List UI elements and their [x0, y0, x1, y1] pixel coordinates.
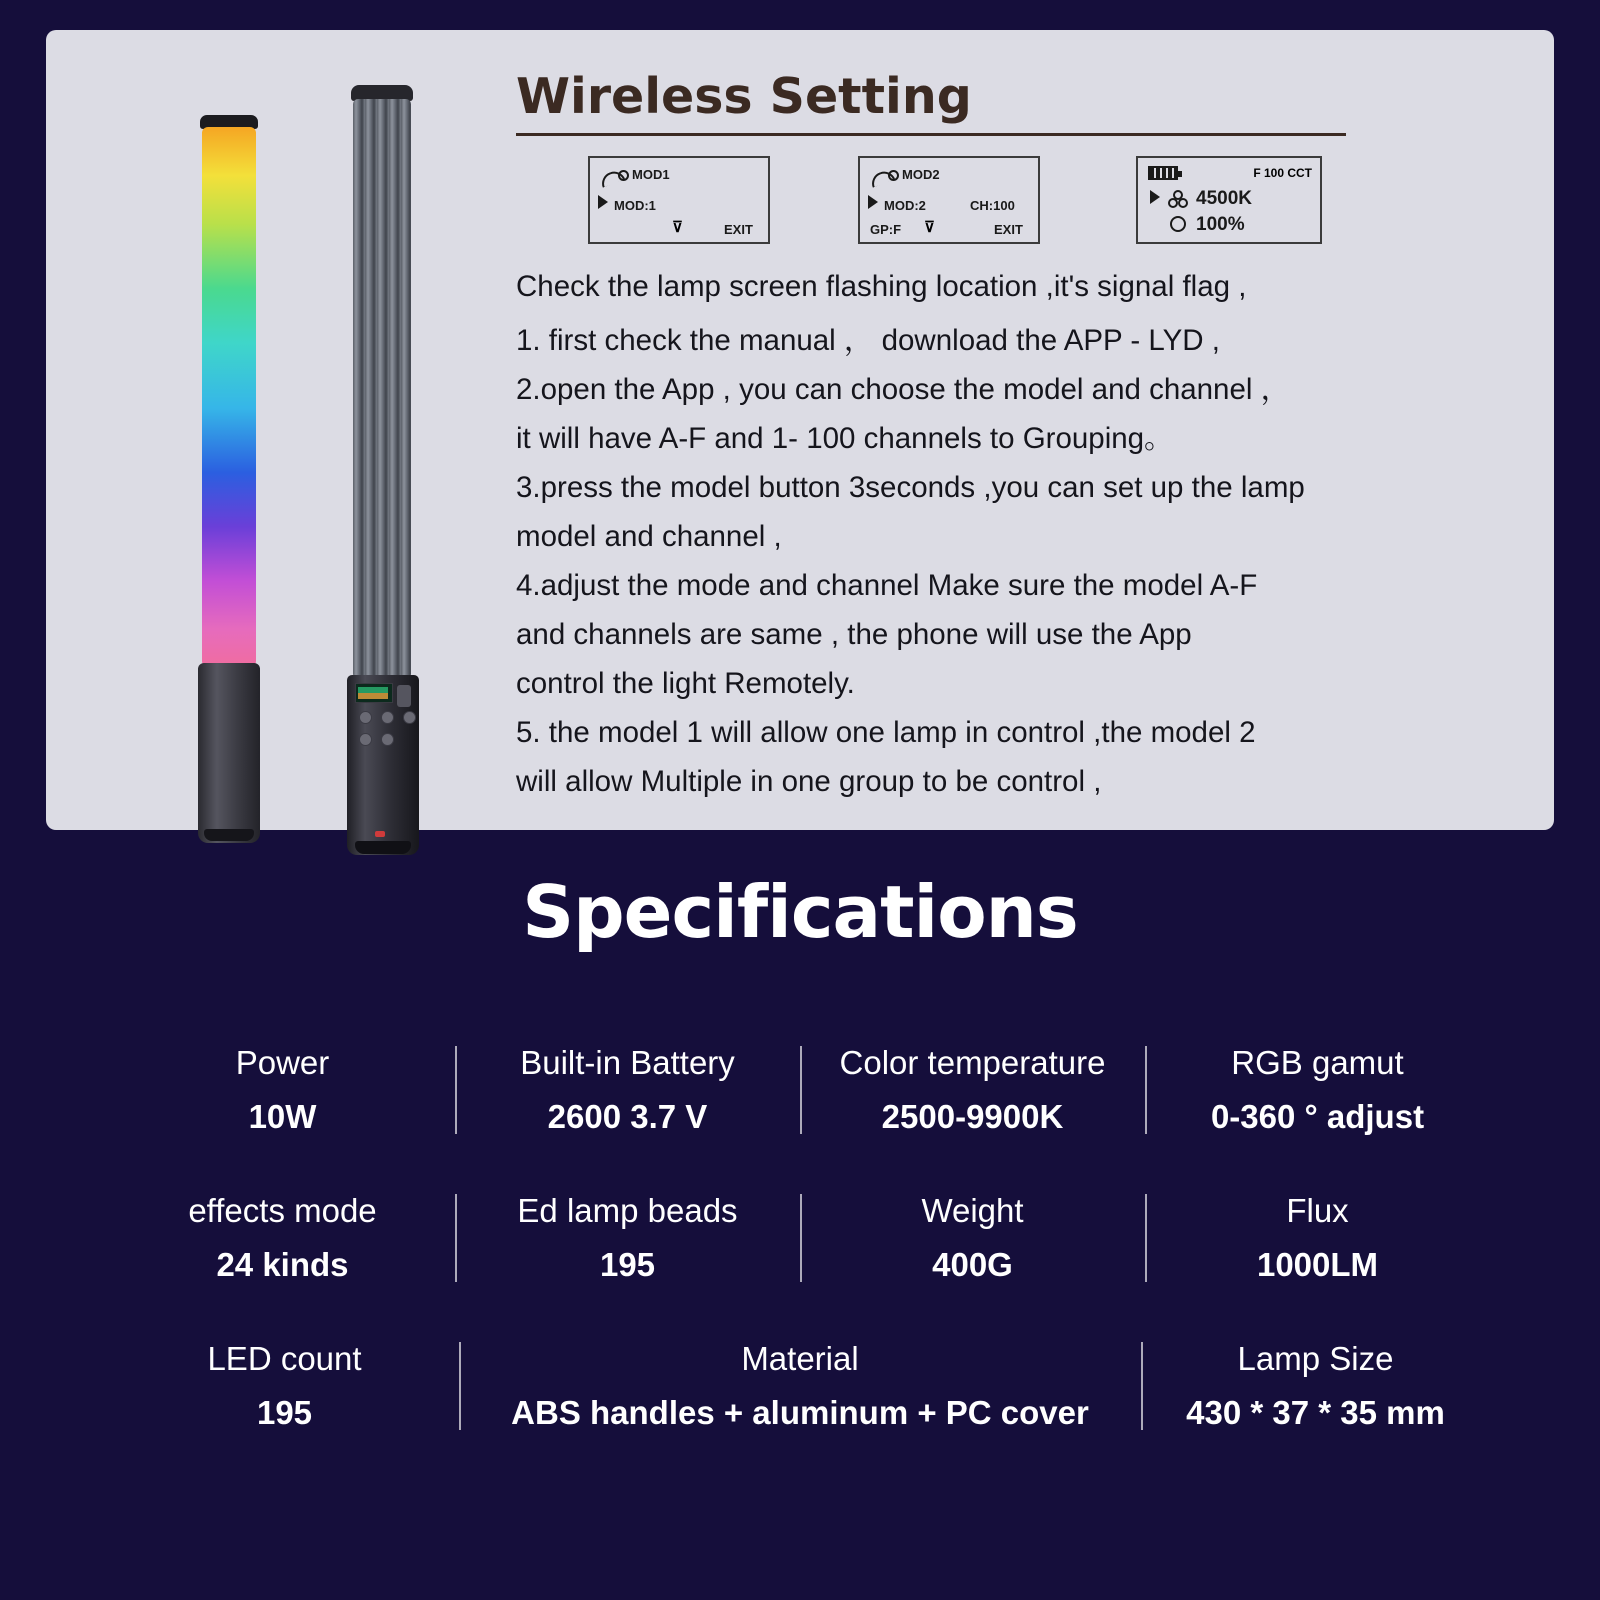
spec-value: 195	[256, 1394, 313, 1431]
instructions-lead: Check the lamp screen flashing location ,it's signal flag ,	[516, 270, 1247, 303]
lamp-indicator-led	[375, 831, 385, 837]
lamp2-body	[353, 99, 411, 679]
spec-label: RGB gamut	[1231, 1044, 1404, 1081]
lamp-button-5	[381, 733, 394, 746]
spec-label: Ed lamp beads	[517, 1192, 738, 1229]
lamp-button-2	[381, 711, 394, 724]
brightness-value: 100%	[1196, 214, 1245, 235]
spec-value: 430 * 37 * 35 mm	[1186, 1394, 1445, 1431]
mod2-header: MOD2	[902, 167, 940, 182]
spec-cell-lamp-size	[1141, 1336, 1490, 1438]
light-wand-off-image	[346, 85, 422, 845]
mod1-line1: MOD:1	[614, 198, 656, 213]
spec-label: Flux	[1286, 1192, 1349, 1229]
spec-row-1	[110, 1040, 1490, 1142]
spec-label: LED count	[207, 1340, 362, 1377]
spec-cell-material	[459, 1336, 1141, 1438]
wireless-setting-panel	[46, 30, 1554, 830]
filter-icon: ⊽	[924, 219, 935, 236]
spec-cell-flux	[1145, 1188, 1490, 1290]
mod2-channel: CH:100	[970, 198, 1015, 213]
spec-value: 400G	[932, 1246, 1013, 1283]
lamp-rgb-tube	[202, 127, 256, 667]
spec-value: 2600 3.7 V	[547, 1098, 708, 1135]
instruction-line-6: 4.adjust the mode and channel Make sure the model A-F	[516, 569, 1258, 602]
mod1-screen	[588, 156, 770, 244]
lcd-screen-row	[516, 156, 1526, 248]
lamp-display-icon	[355, 683, 393, 703]
specifications-grid	[110, 1040, 1490, 1484]
brightness-icon	[1170, 216, 1186, 232]
spec-label: Material	[741, 1340, 859, 1377]
spec-label: effects mode	[188, 1192, 377, 1229]
specifications-title: Specifications	[522, 870, 1078, 954]
lamp2-foot	[355, 841, 411, 854]
lamp-button-4	[359, 733, 372, 746]
lamp-button-1	[359, 711, 372, 724]
spec-value: 24 kinds	[216, 1246, 349, 1283]
lamp-handle	[198, 663, 260, 843]
spec-value: 0-360 ° adjust	[1210, 1098, 1425, 1135]
spec-value: 10W	[248, 1098, 317, 1135]
mod2-exit: EXIT	[994, 222, 1023, 237]
title-divider	[516, 133, 1346, 136]
spec-value: 1000LM	[1256, 1246, 1379, 1283]
rgb-light-wand-image	[198, 115, 260, 845]
filter-icon: ⊽	[672, 219, 683, 236]
signal-icon	[870, 168, 898, 180]
instruction-line-1: 1. first check the manual ， download the APP - LYD ,	[516, 324, 1220, 357]
instruction-line-5: model and channel ,	[516, 520, 782, 553]
spec-cell-effects-mode	[110, 1188, 455, 1290]
wireless-setting-content	[516, 68, 1526, 806]
instruction-line-2: 2.open the App , you can choose the model and channel ，	[516, 373, 1291, 406]
cct-value: 4500K	[1196, 188, 1252, 209]
spec-label: Lamp Size	[1237, 1340, 1394, 1377]
rgb-circles-icon	[1168, 190, 1190, 210]
cct-screen	[1136, 156, 1322, 244]
mod2-screen	[858, 156, 1040, 244]
mod2-line1: MOD:2	[884, 198, 926, 213]
spec-cell-led-count	[110, 1336, 459, 1438]
instruction-line-3: it will have A-F and 1- 100 channels to Grouping。	[516, 422, 1174, 455]
mod1-header: MOD1	[632, 167, 670, 182]
instruction-line-10: will allow Multiple in one group to be control ,	[516, 765, 1102, 798]
mod1-exit: EXIT	[724, 222, 753, 237]
spec-cell-rgb-gamut	[1145, 1040, 1490, 1142]
spec-value: ABS handles + aluminum + PC cover	[511, 1394, 1089, 1431]
spec-cell-color-temperature	[800, 1040, 1145, 1142]
cursor-arrow-icon	[1150, 190, 1160, 204]
spec-row-2	[110, 1188, 1490, 1290]
product-images	[106, 55, 486, 815]
spec-value: 2500-9900K	[881, 1098, 1064, 1135]
instruction-line-4: 3.press the model button 3seconds ,you can set up the lamp	[516, 471, 1305, 504]
wireless-instructions	[516, 262, 1526, 806]
lamp-button-3	[403, 711, 416, 724]
instruction-line-7: and channels are same , the phone will use the App	[516, 618, 1192, 651]
cursor-arrow-icon	[868, 195, 878, 209]
cct-header: F 100 CCT	[1253, 166, 1312, 180]
instruction-line-8: control the light Remotely.	[516, 667, 855, 700]
spec-label: Power	[235, 1044, 330, 1081]
spec-label: Color temperature	[839, 1044, 1106, 1081]
battery-icon	[1148, 166, 1178, 180]
spec-label: Weight	[921, 1192, 1024, 1229]
spec-cell-battery	[455, 1040, 800, 1142]
instruction-line-9: 5. the model 1 will allow one lamp in control ,the model 2	[516, 716, 1256, 749]
lamp2-grip	[347, 675, 419, 855]
spec-cell-power	[110, 1040, 455, 1142]
spec-label: Built-in Battery	[520, 1044, 735, 1081]
signal-icon	[600, 168, 628, 180]
spec-row-3	[110, 1336, 1490, 1438]
mod2-group: GP:F	[870, 222, 902, 237]
spec-value: 195	[599, 1246, 656, 1283]
spec-cell-weight	[800, 1188, 1145, 1290]
spec-cell-lamp-beads	[455, 1188, 800, 1290]
lamp-power-switch	[397, 685, 411, 707]
cursor-arrow-icon	[598, 195, 608, 209]
wireless-setting-title: Wireless Setting	[516, 68, 972, 125]
